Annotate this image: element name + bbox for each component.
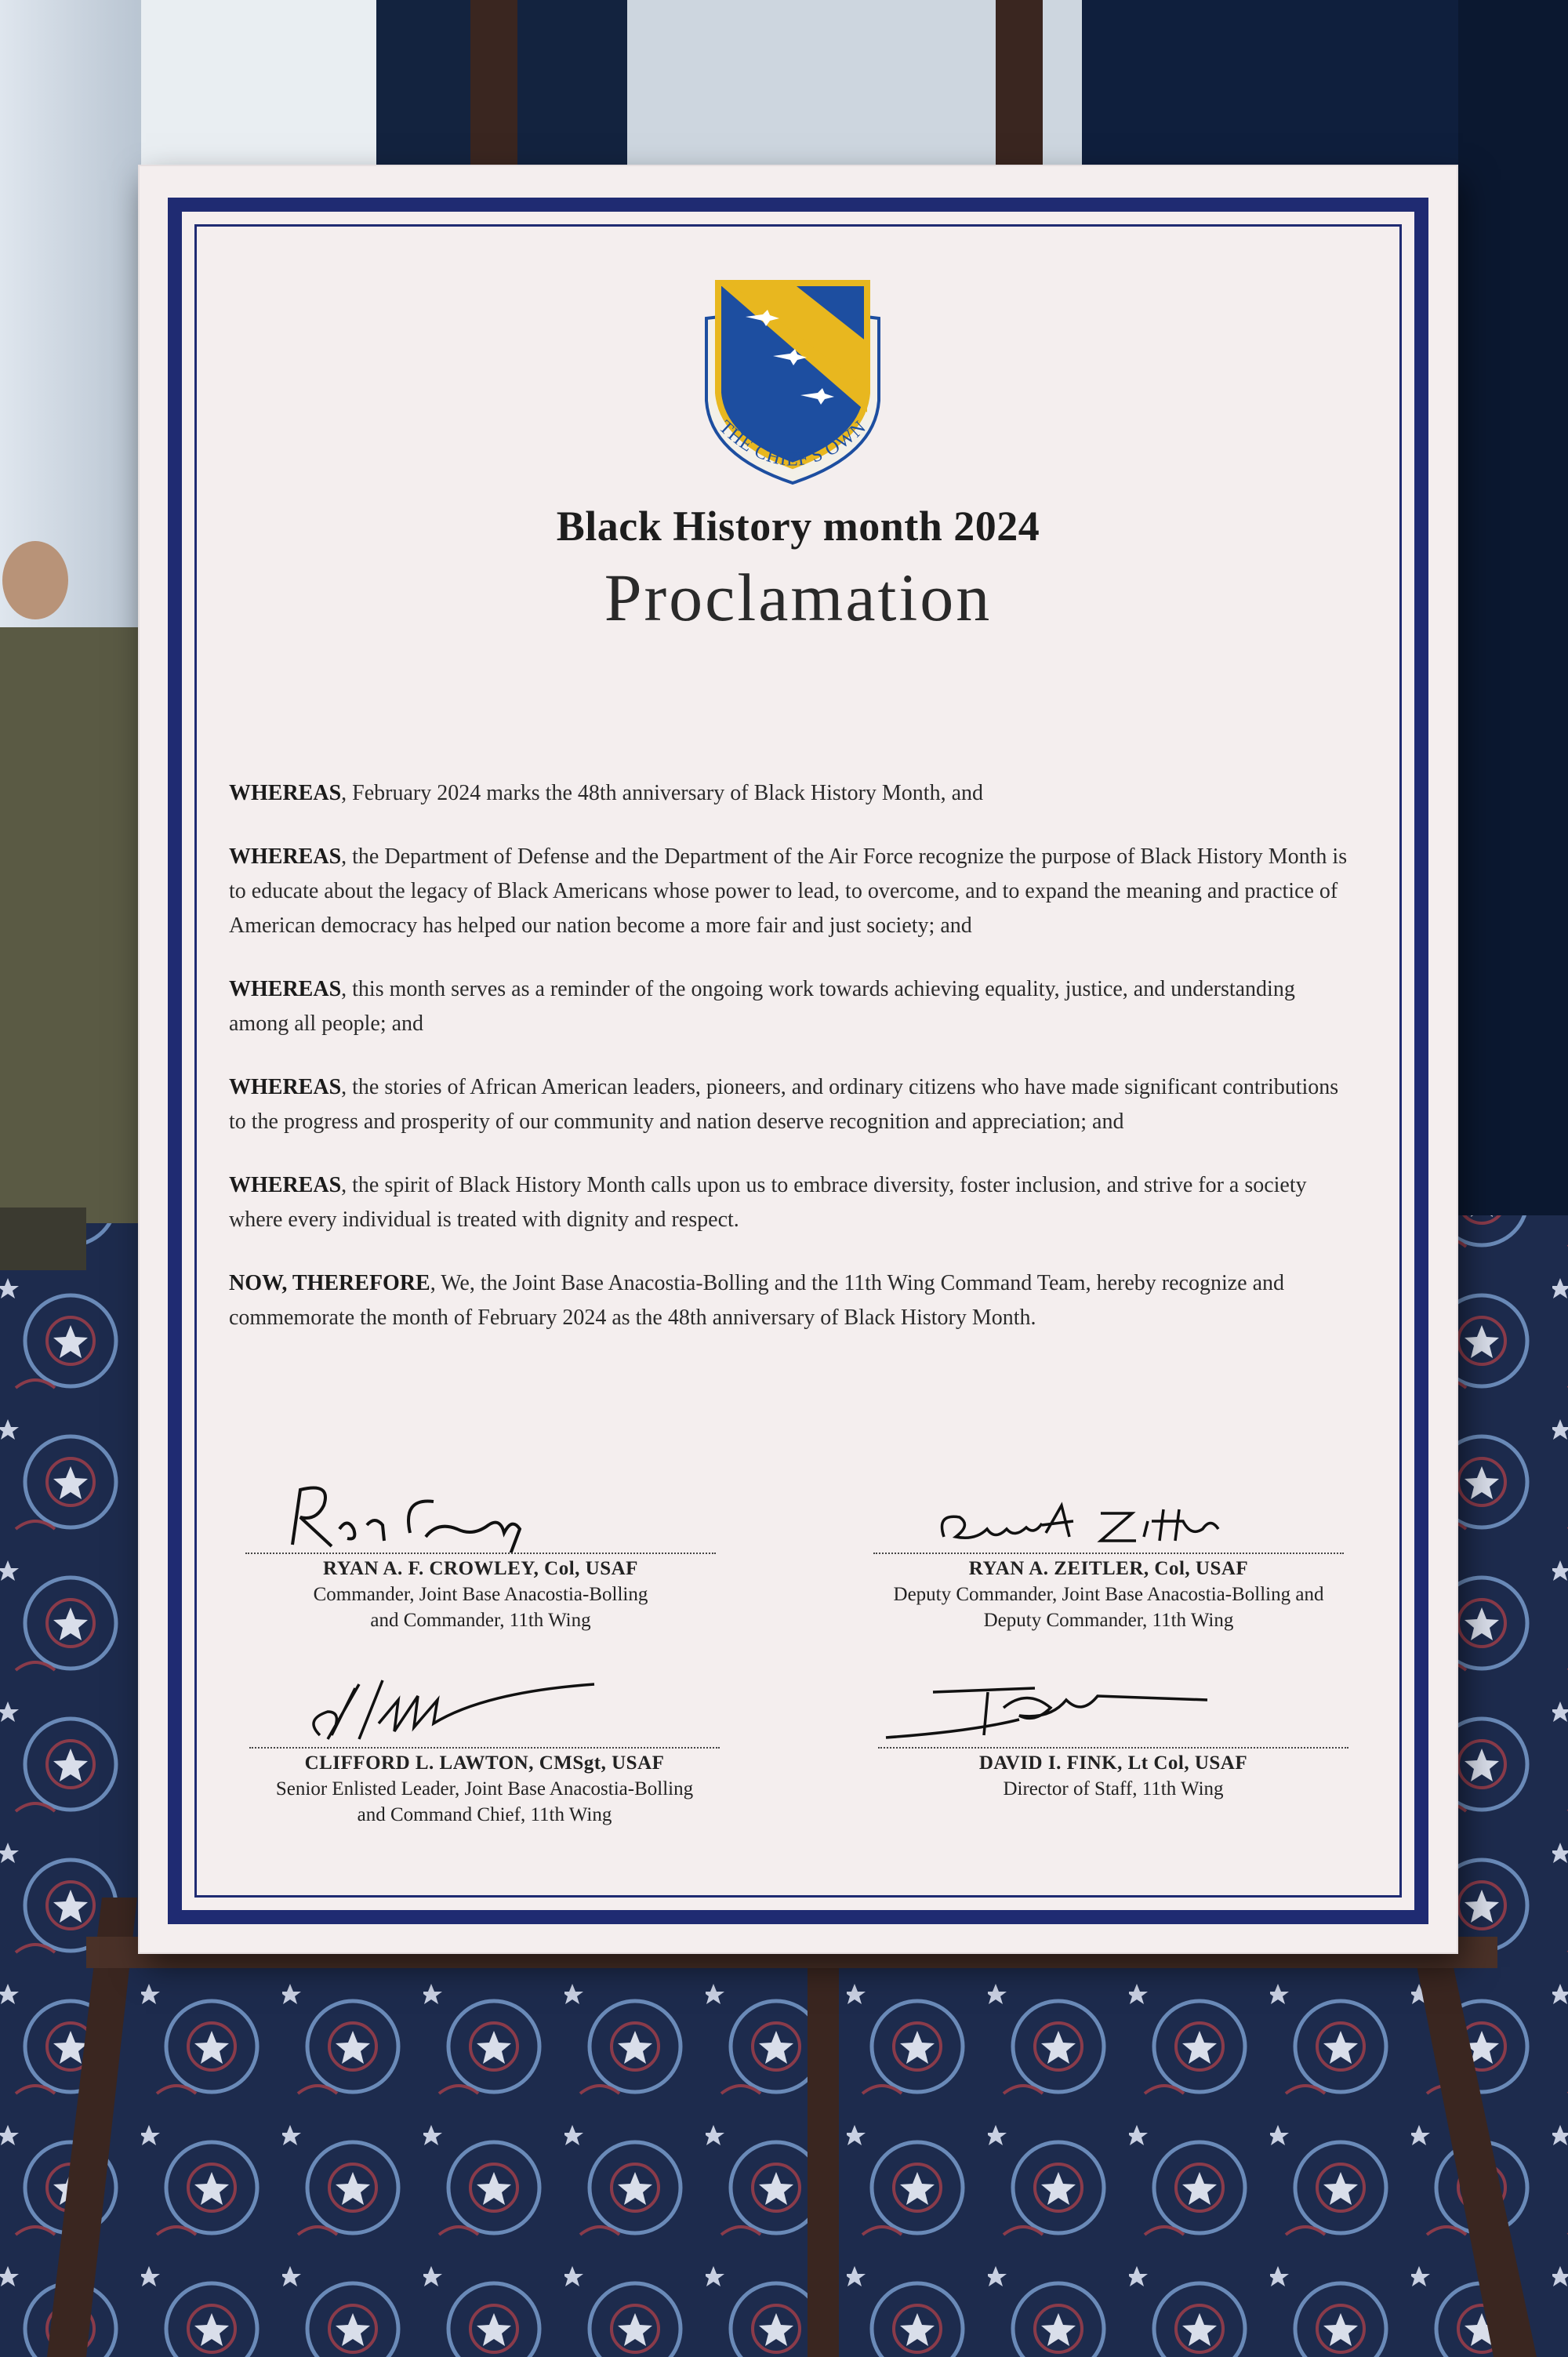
paragraph-text: , February 2024 marks the 48th anniversary of Black History Month, and	[341, 781, 983, 805]
wing-shield-emblem	[675, 263, 910, 499]
signature-block-zeitler	[873, 1553, 1344, 1633]
signatory-name: DAVID I. FINK, Lt Col, USAF	[978, 1752, 1248, 1774]
paragraph-4	[229, 1070, 1358, 1139]
signature-block-crowley	[245, 1553, 716, 1633]
paragraph-text: , the stories of African American leaders, pioneers, and ordinary citizens who have made significant contributions to the progress and prosperity of our community and nation deserve recognition and appreciation; and	[229, 1075, 1339, 1134]
signature-block-lawton	[249, 1747, 720, 1828]
paragraph-lead: WHEREAS	[229, 1173, 342, 1197]
paragraph-3	[229, 972, 1358, 1041]
handwritten-signature	[878, 1676, 1223, 1747]
paragraph-lead: NOW, THEREFORE	[229, 1271, 430, 1295]
page-title: Black History month 2024	[556, 503, 1040, 550]
signatory-title: and Commander, 11th Wing	[370, 1610, 591, 1631]
signatory-name: RYAN A. ZEITLER, Col, USAF	[968, 1558, 1249, 1579]
paragraph-2	[229, 840, 1358, 943]
seal-motto: THE CHIEF'S OWN	[714, 416, 871, 470]
signatory-title: Deputy Commander, 11th Wing	[983, 1610, 1234, 1631]
signatory-title: Director of Staff, 11th Wing	[1003, 1778, 1224, 1800]
paragraph-lead: WHEREAS	[229, 781, 342, 805]
paragraph-lead: WHEREAS	[229, 844, 342, 869]
handwritten-signature	[873, 1498, 1234, 1553]
paragraph-6	[229, 1266, 1358, 1335]
paragraph-lead: WHEREAS	[229, 977, 342, 1001]
paragraph-text: , We, the Joint Base Anacostia-Bolling and the 11th Wing Command Team, hereby recognize and commemorate the month of February 2024 as the 48th anniversary of Black History Month.	[229, 1271, 1284, 1330]
proclamation-poster	[140, 166, 1457, 1952]
signatory-title: Commander, Joint Base Anacostia-Bolling	[313, 1584, 648, 1605]
signatory-title: Deputy Commander, Joint Base Anacostia-Bolling and	[893, 1584, 1324, 1605]
signature-line	[873, 1553, 1344, 1554]
handwritten-signature	[249, 1676, 641, 1747]
page-subtitle: Proclamation	[604, 560, 993, 635]
paragraph-text: , the Department of Defense and the Department of the Air Force recognize the purpose of Black History Month is to educate about the legacy of Black Americans whose power to lead, to overcome, and to expand the meaning and practice of American democracy has helped our nation become a more fair and just society; and	[229, 844, 1348, 938]
handwritten-signature	[245, 1482, 575, 1553]
signatory-name: CLIFFORD L. LAWTON, CMSgt, USAF	[304, 1752, 665, 1774]
signature-line	[249, 1747, 720, 1749]
signature-block-fink	[878, 1747, 1348, 1802]
paragraph-lead: WHEREAS	[229, 1075, 342, 1099]
paragraph-5	[229, 1168, 1358, 1237]
paragraph-1	[229, 776, 1358, 811]
paragraph-text: , the spirit of Black History Month calls upon us to embrace diversity, foster inclusion, and strive for a society where every individual is treated with dignity and respect.	[229, 1173, 1307, 1232]
signatory-name: RYAN A. F. CROWLEY, Col, USAF	[323, 1558, 638, 1579]
paragraph-text: , this month serves as a reminder of the ongoing work towards achieving equality, justice, and understanding among all people; and	[229, 977, 1295, 1036]
proclamation-body	[229, 776, 1358, 1364]
signatory-title: and Command Chief, 11th Wing	[357, 1804, 612, 1825]
signature-line	[878, 1747, 1348, 1749]
signatory-title: Senior Enlisted Leader, Joint Base Anacostia-Bolling	[275, 1778, 694, 1800]
signature-line	[245, 1553, 716, 1554]
